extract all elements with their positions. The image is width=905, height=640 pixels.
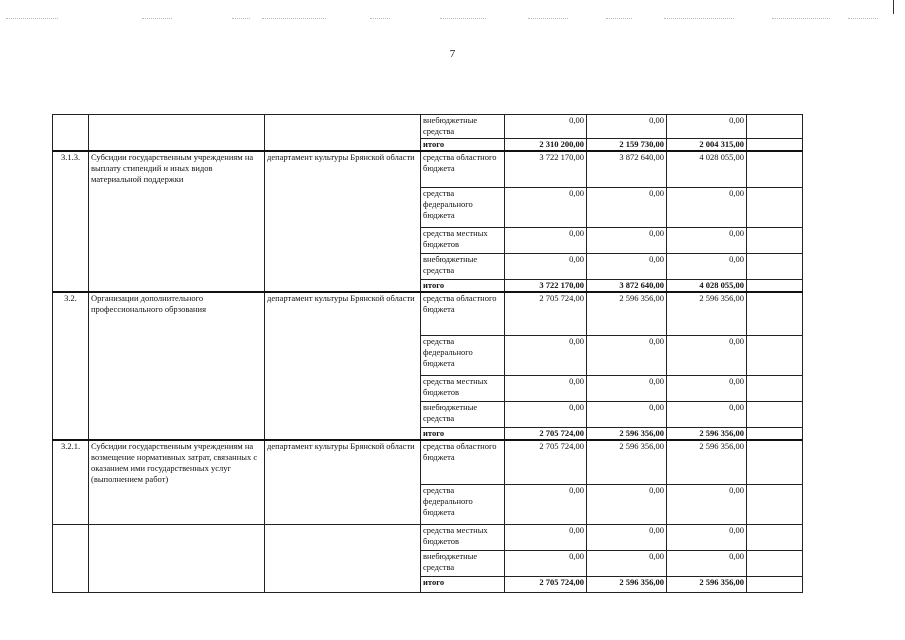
total-year-1: 2 705 724,00	[505, 576, 587, 592]
value-year-3: 0,00	[667, 550, 747, 576]
empty-cell	[747, 402, 803, 428]
total-year-3: 2 596 356,00	[667, 576, 747, 592]
item-department-cont	[265, 524, 421, 592]
value-year-3: 0,00	[667, 253, 747, 279]
value-year-2: 0,00	[587, 336, 667, 376]
total-year-1: 2 310 200,00	[505, 139, 587, 152]
item-code	[53, 115, 89, 152]
empty-cell	[747, 115, 803, 139]
empty-cell	[747, 227, 803, 253]
value-year-2: 0,00	[587, 253, 667, 279]
value-year-1: 2 705 724,00	[505, 292, 587, 336]
funding-source: средства местных бюджетов	[421, 376, 505, 402]
table-row	[53, 440, 803, 484]
empty-cell	[747, 440, 803, 484]
empty-cell	[747, 576, 803, 592]
funding-source: средства местных бюджетов	[421, 524, 505, 550]
item-name: Субсидии государственным учреждениям на возмещение нормативных затрат, связанных с оказанием ими государственных услуг (выполнением работ)	[89, 440, 265, 524]
value-year-1: 0,00	[505, 253, 587, 279]
scan-edge-mark	[893, 0, 894, 14]
value-year-2: 2 596 356,00	[587, 292, 667, 336]
total-label: итого	[421, 279, 505, 292]
scan-noise	[0, 18, 905, 24]
item-department: департамент культуры Брянской области	[265, 440, 421, 524]
funding-source: средства местных бюджетов	[421, 227, 505, 253]
table-row	[53, 524, 803, 550]
empty-cell	[747, 139, 803, 152]
value-year-2: 0,00	[587, 115, 667, 139]
value-year-2: 2 596 356,00	[587, 440, 667, 484]
empty-cell	[747, 292, 803, 336]
value-year-2: 3 872 640,00	[587, 151, 667, 187]
value-year-2: 0,00	[587, 402, 667, 428]
table-row	[53, 115, 803, 139]
value-year-3: 0,00	[667, 115, 747, 139]
budget-table	[52, 114, 803, 593]
funding-source: средства федерального бюджета	[421, 336, 505, 376]
empty-cell	[747, 151, 803, 187]
funding-source: внебюджетные средства	[421, 550, 505, 576]
value-year-1: 0,00	[505, 484, 587, 524]
total-year-2: 2 596 356,00	[587, 576, 667, 592]
item-code: 3.1.3.	[53, 151, 89, 292]
item-name: Субсидии государственным учреждениям на выплату стипендий и иных видов материальной поддержки	[89, 151, 265, 292]
item-department	[265, 115, 421, 152]
value-year-2: 0,00	[587, 376, 667, 402]
funding-source: средства областного бюджета	[421, 292, 505, 336]
total-year-2: 3 872 640,00	[587, 279, 667, 292]
item-name: Организации дополнительного профессионального обрзования	[89, 292, 265, 441]
item-code: 3.2.	[53, 292, 89, 441]
value-year-3: 0,00	[667, 376, 747, 402]
value-year-3: 0,00	[667, 484, 747, 524]
total-year-3: 2 596 356,00	[667, 428, 747, 441]
total-label: итого	[421, 139, 505, 152]
item-department: департамент культуры Брянской области	[265, 151, 421, 292]
total-year-1: 3 722 170,00	[505, 279, 587, 292]
item-name-cont	[89, 524, 265, 592]
funding-source: внебюджетные средства	[421, 115, 505, 139]
value-year-3: 0,00	[667, 524, 747, 550]
total-year-3: 4 028 055,00	[667, 279, 747, 292]
funding-source: средства областного бюджета	[421, 151, 505, 187]
value-year-1: 0,00	[505, 336, 587, 376]
value-year-1: 0,00	[505, 550, 587, 576]
value-year-2: 0,00	[587, 524, 667, 550]
funding-source: внебюджетные средства	[421, 253, 505, 279]
value-year-2: 0,00	[587, 484, 667, 524]
total-year-2: 2 596 356,00	[587, 428, 667, 441]
value-year-1: 0,00	[505, 402, 587, 428]
empty-cell	[747, 524, 803, 550]
item-department: департамент культуры Брянской области	[265, 292, 421, 441]
empty-cell	[747, 428, 803, 441]
table-row	[53, 292, 803, 336]
empty-cell	[747, 550, 803, 576]
empty-cell	[747, 336, 803, 376]
value-year-1: 3 722 170,00	[505, 151, 587, 187]
total-year-2: 2 159 730,00	[587, 139, 667, 152]
item-name	[89, 115, 265, 152]
value-year-3: 0,00	[667, 336, 747, 376]
value-year-1: 0,00	[505, 376, 587, 402]
funding-source: средства федерального бюджета	[421, 484, 505, 524]
value-year-2: 0,00	[587, 550, 667, 576]
value-year-1: 0,00	[505, 227, 587, 253]
value-year-3: 0,00	[667, 402, 747, 428]
total-year-3: 2 004 315,00	[667, 139, 747, 152]
empty-cell	[747, 187, 803, 227]
value-year-1: 2 705 724,00	[505, 440, 587, 484]
value-year-3: 0,00	[667, 187, 747, 227]
funding-source: средства федерального бюджета	[421, 187, 505, 227]
value-year-2: 0,00	[587, 187, 667, 227]
value-year-1: 0,00	[505, 187, 587, 227]
value-year-3: 0,00	[667, 227, 747, 253]
value-year-1: 0,00	[505, 524, 587, 550]
item-code: 3.2.1.	[53, 440, 89, 524]
total-label: итого	[421, 428, 505, 441]
funding-source: внебюджетные средства	[421, 402, 505, 428]
value-year-3: 2 596 356,00	[667, 292, 747, 336]
empty-cell	[747, 253, 803, 279]
value-year-3: 4 028 055,00	[667, 151, 747, 187]
value-year-1: 0,00	[505, 115, 587, 139]
empty-cell	[747, 279, 803, 292]
table-row	[53, 151, 803, 187]
empty-cell	[747, 376, 803, 402]
total-year-1: 2 705 724,00	[505, 428, 587, 441]
page-number: 7	[449, 48, 456, 60]
funding-source: средства областного бюджета	[421, 440, 505, 484]
empty-cell	[747, 484, 803, 524]
item-code-cont	[53, 524, 89, 592]
value-year-3: 2 596 356,00	[667, 440, 747, 484]
value-year-2: 0,00	[587, 227, 667, 253]
total-label: итого	[421, 576, 505, 592]
